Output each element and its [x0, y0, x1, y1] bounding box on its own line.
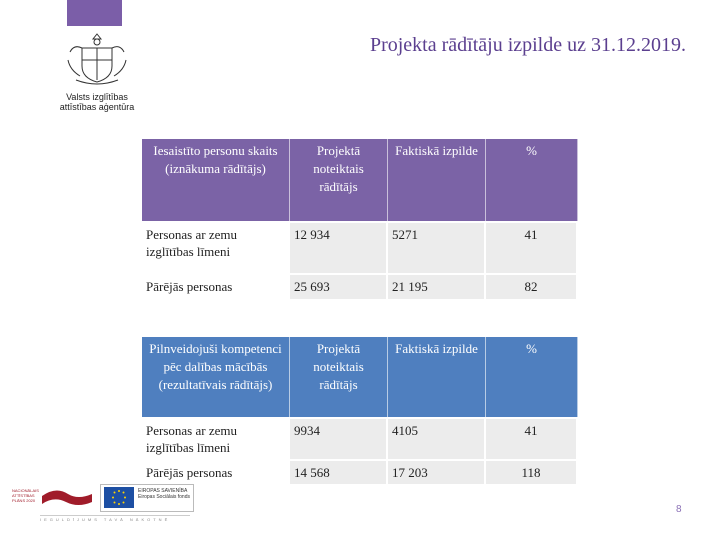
agency-name — [52, 92, 142, 112]
agency-line-1: Valsts izglītības — [66, 92, 128, 102]
table1-header-label: Iesaistīto personu skaits (iznākuma rādītājs) — [142, 139, 290, 221]
eu-flag-icon — [104, 487, 134, 508]
row-label: Pārējās personas — [142, 459, 290, 484]
row-label: Pārējās personas — [142, 273, 290, 299]
output-indicator-table — [142, 139, 578, 299]
actual-value: 21 195 — [388, 273, 486, 299]
table-row — [142, 459, 578, 484]
table1-header-percent: % — [486, 139, 578, 221]
result-indicator-table — [142, 337, 578, 484]
table-row — [142, 221, 578, 273]
table1-header-planned: Projektā noteiktais rādītājs — [290, 139, 388, 221]
table1-header-actual: Faktiskā izpilde — [388, 139, 486, 221]
table2-header-label: Pilnveidojuši kompetenci pēc dalības mācībās (rezultatīvais rādītājs) — [142, 337, 290, 417]
coat-of-arms-icon — [62, 30, 132, 88]
page-number: 8 — [676, 504, 682, 515]
footer-divider — [40, 515, 190, 516]
table-row — [142, 273, 578, 299]
eu-logo-text: EIROPAS SAVIENĪBA Eiropas Sociālais fonds — [138, 488, 190, 500]
actual-value: 4105 — [388, 417, 486, 459]
nap-logo-text: NACIONĀLAIS ATTĪSTĪBAS PLĀNS 2020 — [12, 488, 39, 503]
planned-value: 9934 — [290, 417, 388, 459]
agency-line-2: attīstības aģentūra — [59, 102, 135, 112]
table-row — [142, 417, 578, 459]
actual-value: 5271 — [388, 221, 486, 273]
row-label: Personas ar zemu izglītības līmeni — [142, 221, 290, 273]
actual-value: 17 203 — [388, 459, 486, 484]
table2-header-percent: % — [486, 337, 578, 417]
row-label: Personas ar zemu izglītības līmeni — [142, 417, 290, 459]
percent-value: 41 — [486, 221, 578, 273]
planned-value: 25 693 — [290, 273, 388, 299]
planned-value: 14 568 — [290, 459, 388, 484]
footer-tagline: IEGULDĪJUMS TAVĀ NĀKOTNĒ — [40, 517, 171, 522]
table2-header-planned: Projektā noteiktais rādītājs — [290, 337, 388, 417]
table2-header-actual: Faktiskā izpilde — [388, 337, 486, 417]
planned-value: 12 934 — [290, 221, 388, 273]
top-accent-bar — [67, 0, 122, 26]
percent-value: 41 — [486, 417, 578, 459]
percent-value: 118 — [486, 459, 578, 484]
page-title: Projekta rādītāju izpilde uz 31.12.2019. — [369, 34, 686, 56]
percent-value: 82 — [486, 273, 578, 299]
